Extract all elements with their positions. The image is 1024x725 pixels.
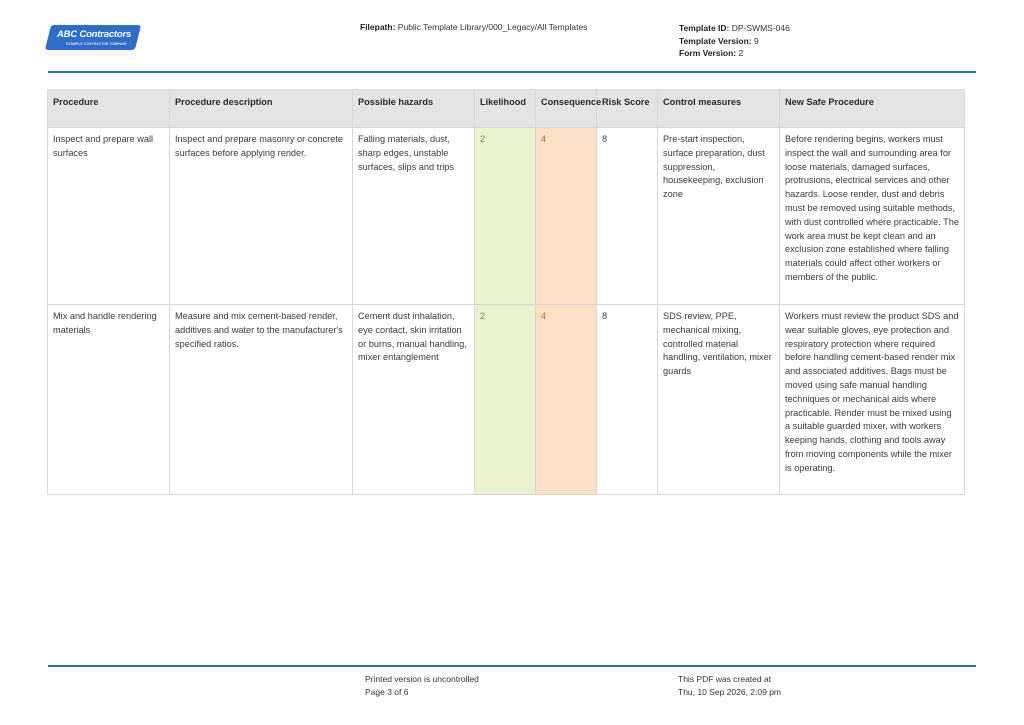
- created-timestamp: Thu, 10 Sep 2026, 2:09 pm: [678, 687, 782, 697]
- template-version-value: 9: [753, 35, 759, 46]
- swms-table: [47, 89, 965, 495]
- cell-hazards: Falling materials, dust, sharp edges, unstable surfaces, slips and trips: [353, 128, 475, 305]
- company-logo: [48, 25, 138, 50]
- created-label: This PDF was created at: [678, 674, 772, 684]
- template-id-label: Template ID:: [679, 23, 730, 33]
- cell-description: Measure and mix cement-based render, additives and water to the manufacturer's specified ratios.: [170, 305, 353, 495]
- form-version: [679, 47, 790, 60]
- header-likelihood: Likelihood: [475, 90, 536, 128]
- template-id-value: DP-SWMS-046: [731, 23, 790, 33]
- header-procedure: Procedure: [48, 90, 170, 128]
- form-version-label: Form Version:: [679, 48, 737, 58]
- cell-control-measures: Pre-start inspection, surface preparation, dust suppression, housekeeping, exclusion zone: [658, 128, 780, 305]
- cell-procedure: Inspect and prepare wall surfaces: [48, 128, 170, 305]
- filepath: [360, 22, 587, 32]
- cell-description: Inspect and prepare masonry or concrete surfaces before applying render.: [170, 128, 353, 305]
- cell-control-measures: SDS review, PPE, mechanical mixing, controlled material handling, ventilation, mixer guards: [658, 305, 780, 495]
- footer-right: [678, 673, 781, 699]
- template-version: [679, 35, 790, 48]
- page-number: Page 3 of 6: [365, 687, 409, 697]
- table-header-row: [48, 90, 965, 128]
- cell-consequence: 4: [536, 128, 597, 305]
- filepath-label: Filepath:: [360, 22, 396, 32]
- header-divider: [48, 71, 976, 73]
- header-procedure-description: Procedure description: [170, 90, 353, 128]
- template-meta: [679, 22, 790, 60]
- header-control-measures: Control measures: [658, 90, 780, 128]
- template-id: [679, 22, 790, 35]
- logo-tagline: EXAMPLE CONTRACTOR COMPANY: [66, 42, 128, 46]
- footer-divider: [48, 665, 976, 667]
- cell-risk-score: 8: [597, 128, 658, 305]
- header-risk-score: Risk Score: [597, 90, 658, 128]
- cell-safe-procedure: Before rendering begins, workers must inspect the wall and surrounding area for loose materials, damaged surfaces, protrusions, electrical services and other hazards. Loose render, dust and debris must be removed using suitable methods, with dust controlled where practicable. The work area must be kept clean and an exclusion zone established where falling materials could affect other workers or members of the public.: [780, 128, 965, 305]
- cell-likelihood: 2: [475, 128, 536, 305]
- template-version-label: Template Version:: [679, 35, 752, 46]
- header-new-safe-procedure: New Safe Procedure: [780, 90, 965, 128]
- header-consequence: Consequence: [536, 90, 597, 128]
- footer-left: [365, 673, 479, 699]
- filepath-value: Public Template Library/000_Legacy/All Templates: [397, 22, 588, 32]
- cell-procedure: Mix and handle rendering materials: [48, 305, 170, 495]
- header-possible-hazards: Possible hazards: [353, 90, 475, 128]
- cell-safe-procedure: Workers must review the product SDS and wear suitable gloves, eye protection and respiratory protection where required before handling cement-based render mix and associated additives. Bags must be moved using safe manual handling techniques or mechanical aids where practicable. Render must be mixed using a suitable guarded mixer, with workers keeping hands, clothing and tools away from moving components while the mixer is operating.: [780, 305, 965, 495]
- cell-likelihood: 2: [475, 305, 536, 495]
- table-row: [48, 305, 965, 495]
- logo-name: ABC Contractors: [57, 29, 132, 40]
- cell-risk-score: 8: [597, 305, 658, 495]
- table-row: [48, 128, 965, 305]
- cell-hazards: Cement dust inhalation, eye contact, skin irritation or burns, manual handling, mixer entanglement: [353, 305, 475, 495]
- uncontrolled-notice: Printed version is uncontrolled: [365, 674, 479, 684]
- cell-consequence: 4: [536, 305, 597, 495]
- form-version-value: 2: [738, 48, 744, 58]
